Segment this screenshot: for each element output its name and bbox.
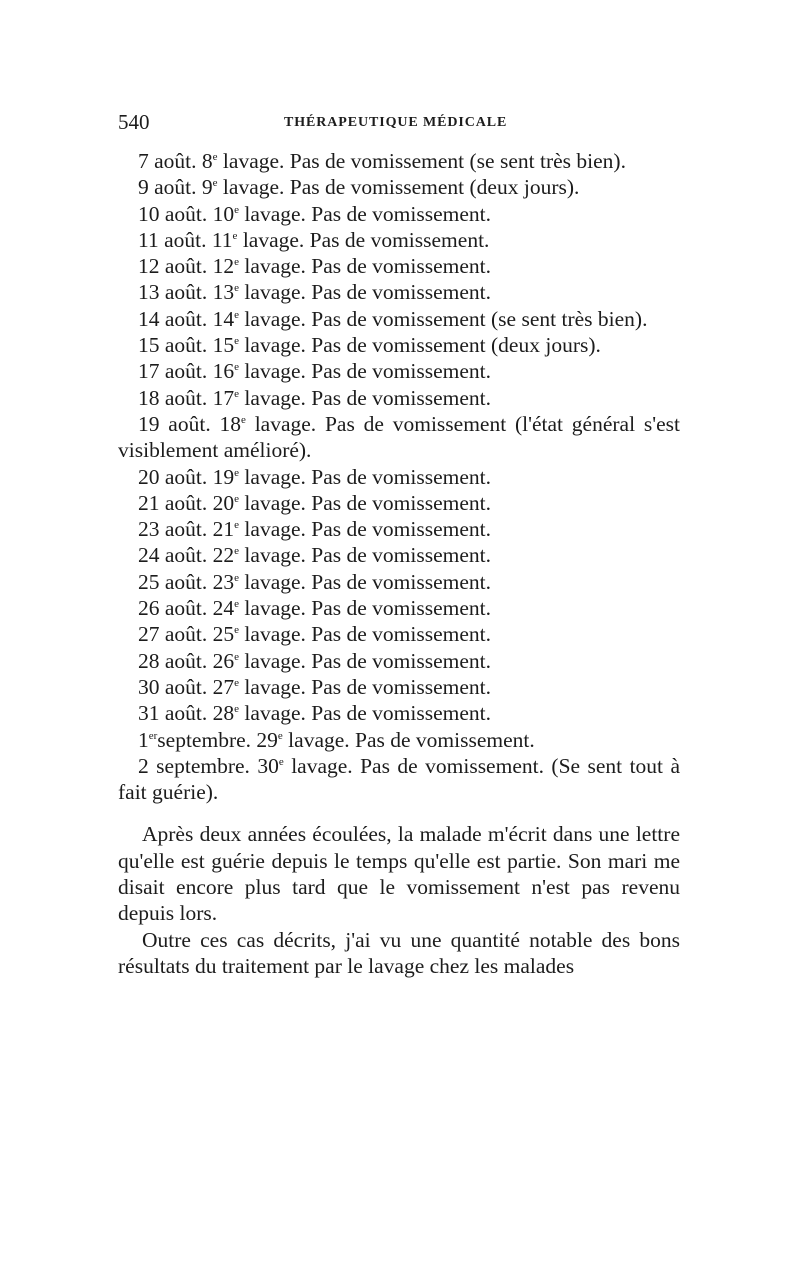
log-entry: 24 août. 22e lavage. Pas de vomissement. (138, 543, 492, 568)
log-entry: 2 septembre. 30e lavage. Pas de vomissement. (Se sent tout à fait guérie). (118, 753, 680, 805)
log-entry: 31 août. 28e lavage. Pas de vomissement. (138, 701, 492, 726)
log-entry: 7 août. 8e lavage. Pas de vomissement (se sent très bien). (138, 149, 626, 173)
body-text (118, 821, 680, 979)
log-entry: 19 août. 18e lavage. Pas de vomissement (l'état général s'est visiblement amélioré). (118, 411, 680, 463)
paragraph: Après deux années écoulées, la malade m'écrit dans une lettre qu'elle est guérie depuis le temps qu'elle est partie. Son mari me disait encore plus tard que le vomissement n'est pas revenu depuis lors. (118, 822, 680, 926)
treatment-log (118, 148, 680, 805)
running-title: THÉRAPEUTIQUE MÉDICALE (284, 115, 508, 130)
log-entry: 27 août. 25e lavage. Pas de vomissement. (138, 622, 492, 647)
log-entry: 15 août. 15e lavage. Pas de vomissement (deux jours). (138, 333, 601, 358)
log-entry: 13 août. 13e lavage. Pas de vomissement. (138, 280, 492, 305)
log-entry: 26 août. 24e lavage. Pas de vomissement. (138, 596, 492, 621)
log-entry: 10 août. 10e lavage. Pas de vomissement. (138, 201, 492, 226)
paragraph: Outre ces cas décrits, j'ai vu une quantité notable des bons résultats du traitement par le lavage chez les malades (118, 927, 680, 978)
log-entry: 1erseptembre. 29e lavage. Pas de vomissement. (138, 727, 535, 752)
log-entry: 11 août. 11e lavage. Pas de vomissement. (138, 227, 490, 252)
page-header (118, 110, 680, 148)
log-entry: 30 août. 27e lavage. Pas de vomissement. (138, 674, 492, 699)
log-entry: 25 août. 23e lavage. Pas de vomissement. (138, 569, 492, 594)
log-entry: 18 août. 17e lavage. Pas de vomissement. (138, 385, 492, 410)
log-entry: 21 août. 20e lavage. Pas de vomissement. (138, 490, 492, 515)
log-entry: 17 août. 16e lavage. Pas de vomissement. (138, 359, 492, 384)
log-entry: 23 août. 21e lavage. Pas de vomissement. (138, 517, 492, 542)
page-number: 540 (118, 110, 150, 134)
log-entry: 14 août. 14e lavage. Pas de vomissement (se sent très bien). (138, 306, 648, 331)
log-entry: 28 août. 26e lavage. Pas de vomissement. (138, 648, 492, 673)
log-entry: 20 août. 19e lavage. Pas de vomissement. (138, 464, 492, 489)
book-page (118, 110, 680, 979)
log-entry: 9 août. 9e lavage. Pas de vomissement (deux jours). (138, 175, 580, 200)
log-entry: 12 août. 12e lavage. Pas de vomissement. (138, 254, 492, 279)
